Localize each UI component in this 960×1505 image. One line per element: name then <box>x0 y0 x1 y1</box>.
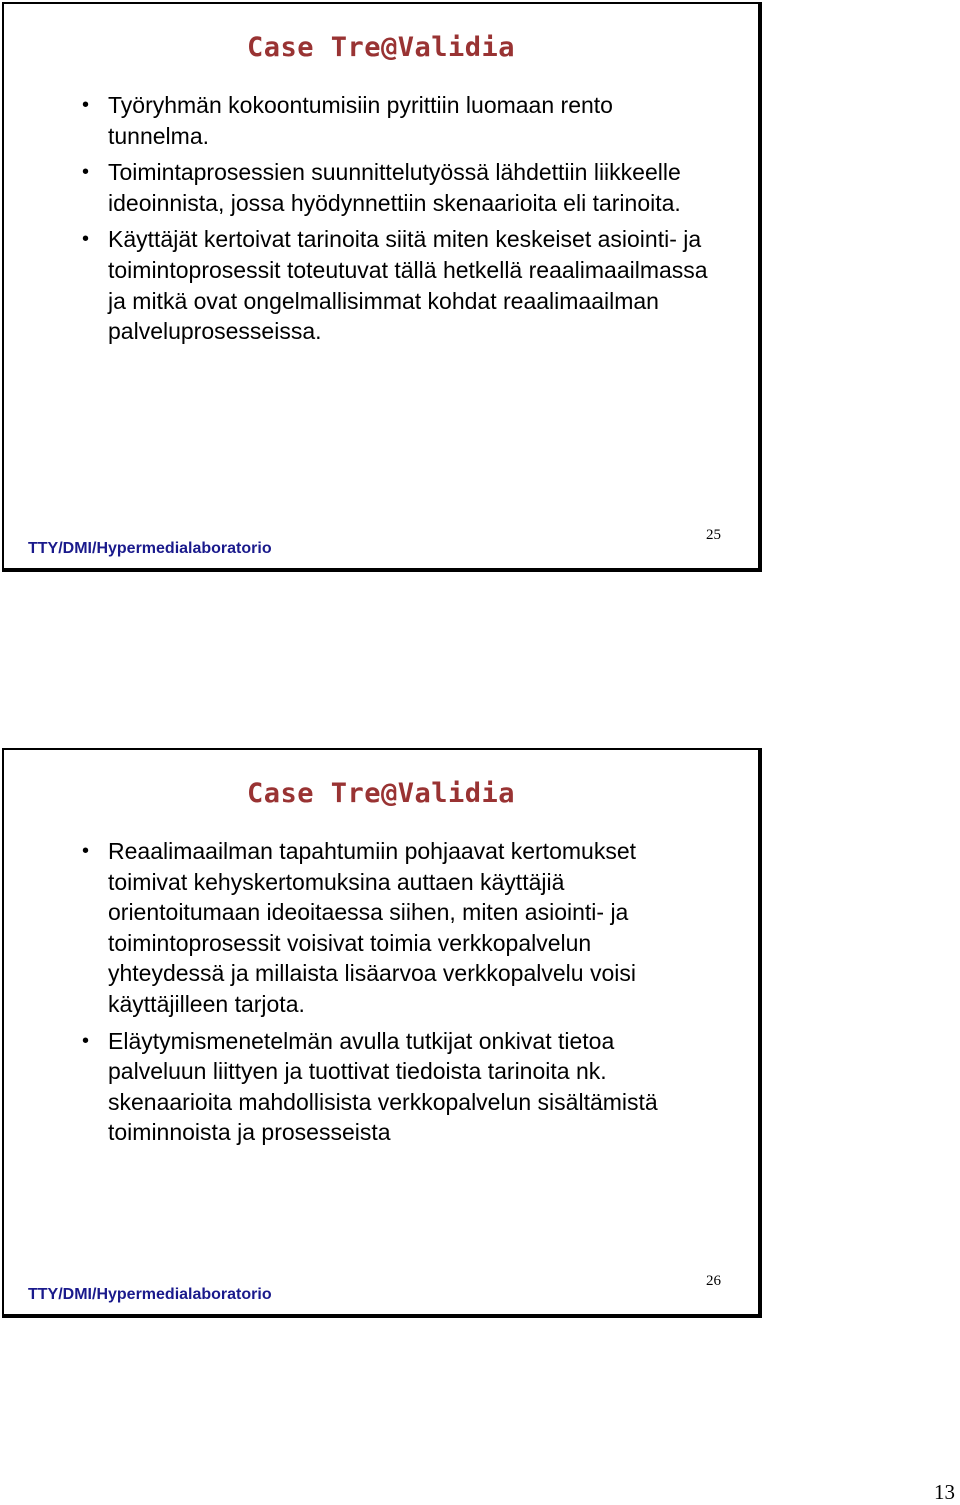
slide-footer: TTY/DMI/Hypermedialaboratorio <box>28 540 272 557</box>
bullet-item <box>4 224 708 346</box>
bullet-dot-icon: • <box>82 1029 90 1052</box>
bullet-text: Reaalimaailman tapahtumiin pohjaavat kertomukset toimivat kehyskertomuksina auttaen käyttäjiä orientoitumaan ideoitaessa siihen, miten asiointi- ja toimintoprosessit voisivat toimia verkkopalvelun yhteydessä ja millaista lisäarvoa verkkopalvelu voisi käyttäjilleen tarjota. <box>108 838 637 1017</box>
bullet-list <box>4 90 708 353</box>
bullet-dot-icon: • <box>82 94 90 116</box>
slide-page-number: 26 <box>706 1273 721 1289</box>
bullet-list <box>4 836 708 1154</box>
bullet-dot-icon: • <box>82 840 90 862</box>
slide-26 <box>2 748 762 1318</box>
slide-title: Case Tre@Validia <box>246 32 516 63</box>
bullet-text: Toimintaprosessien suunnittelutyössä lähdettiin liikkeelle ideoinnista, jossa hyödynnettiin skenaarioita eli tarinoita. <box>108 159 681 216</box>
bullet-item <box>4 90 708 151</box>
bullet-dot-icon: • <box>82 161 90 184</box>
slide-25 <box>2 2 762 572</box>
slide-footer: TTY/DMI/Hypermedialaboratorio <box>28 1286 272 1303</box>
sheet-page-number: 13 <box>934 1480 955 1504</box>
bullet-text: Käyttäjät kertoivat tarinoita siitä miten keskeiset asiointi- ja toimintoprosessit toteutuvat tällä hetkellä reaalimaailmassa ja mitkä ovat ongelmallisimmat kohdat reaalimaailman palveluprosesseissa. <box>108 226 708 345</box>
bullet-item <box>4 1026 708 1148</box>
slide-page-number: 25 <box>706 527 721 543</box>
bullet-dot-icon: • <box>82 228 90 251</box>
bullet-item <box>4 157 708 218</box>
bullet-item <box>4 836 708 1020</box>
bullet-text: Eläytymismenetelmän avulla tutkijat onkivat tietoa palveluun liittyen ja tuottivat tiedoista tarinoita nk. skenaarioita mahdollisista verkkopalvelun sisältämistä toiminnoista ja prosesseista <box>108 1027 658 1146</box>
slide-title: Case Tre@Validia <box>246 778 516 809</box>
bullet-text: Työryhmän kokoontumisiin pyrittiin luomaan rento tunnelma. <box>108 92 613 149</box>
